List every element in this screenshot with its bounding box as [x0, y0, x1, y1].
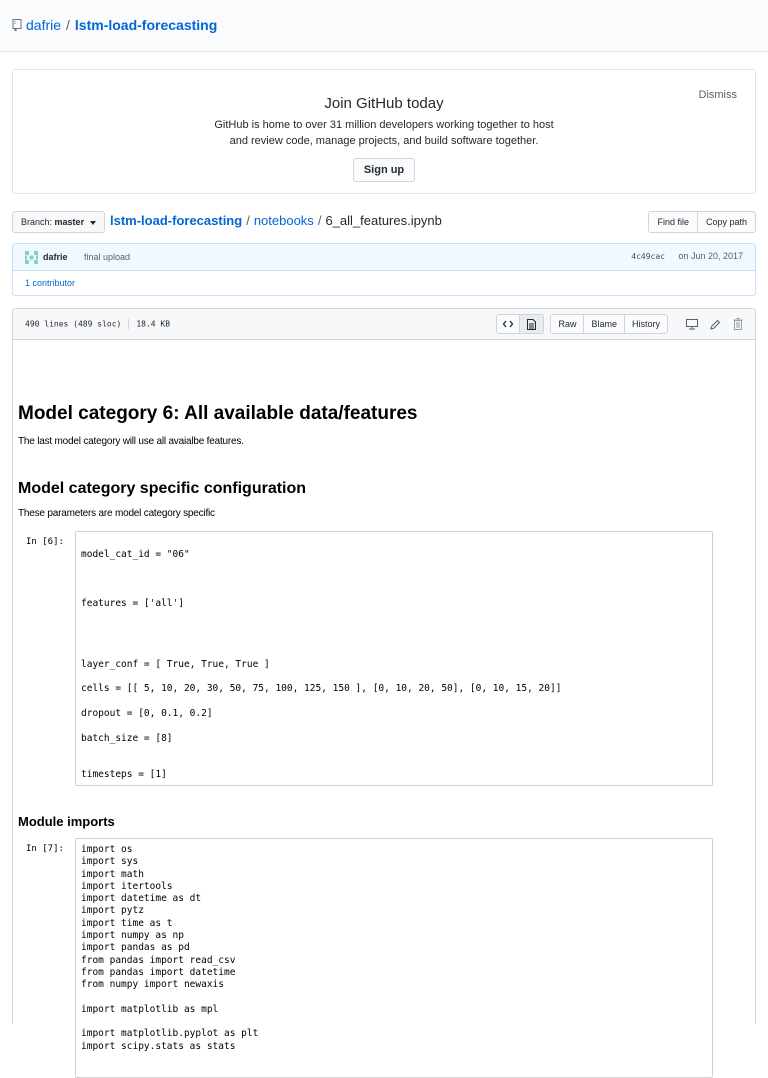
code-line: from pandas import read_csv — [81, 954, 236, 966]
sign-up-button[interactable]: Sign up — [353, 158, 415, 182]
code-line: batch_size = [8] — [81, 733, 173, 744]
code-line: from numpy import newaxis — [81, 979, 224, 991]
code-line: cells = [[ 5, 10, 20, 30, 50, 75, 100, 125, 150 ], [0, 10, 20, 50], [0, 10, 15, 20]] — [81, 683, 562, 694]
desktop-icon[interactable] — [685, 317, 699, 331]
file-nav-actions — [648, 211, 756, 233]
breadcrumb-notebooks-link[interactable]: notebooks — [253, 213, 314, 228]
file-action-buttons — [550, 314, 668, 334]
code-line: timesteps = [1] — [81, 769, 167, 780]
caret-down-icon — [90, 221, 96, 225]
code-line: import time as t — [81, 917, 173, 929]
branch-name: master — [54, 217, 85, 227]
code-line: import pandas as pd — [81, 942, 190, 954]
file-box — [12, 308, 756, 1052]
code-line: dropout = [0, 0.1, 0.2] — [81, 708, 213, 719]
raw-button[interactable]: Raw — [550, 314, 584, 334]
breadcrumb-separator: / — [246, 213, 250, 228]
history-button[interactable]: History — [625, 314, 668, 334]
breadcrumb — [110, 213, 442, 228]
breadcrumb-repo-link[interactable]: lstm-load-forecasting — [110, 213, 243, 228]
file-navigation — [12, 211, 756, 233]
code-line: from pandas import datetime — [81, 966, 236, 978]
commit-date: on Jun 20, 2017 — [678, 251, 743, 261]
rendered-view-button[interactable] — [520, 314, 544, 334]
code-block — [81, 844, 258, 1053]
code-line: import itertools — [81, 880, 173, 892]
avatar[interactable] — [25, 251, 38, 264]
code-line: import pytz — [81, 905, 144, 917]
cell-input-prompt: In [6]: — [26, 537, 64, 547]
breadcrumb-file-name: 6_all_features.ipynb — [325, 213, 442, 228]
repo-name-link[interactable]: lstm-load-forecasting — [74, 17, 218, 33]
commit-summary — [13, 244, 755, 271]
code-line: import matplotlib as mpl — [81, 1003, 219, 1015]
code-icon — [503, 320, 513, 328]
banner-line-2: and review code, manage projects, and build software together. — [229, 135, 539, 147]
banner-title: Join GitHub today — [324, 95, 444, 112]
file-info — [25, 319, 170, 329]
notebook-heading-1: Model category 6: All available data/features — [18, 403, 418, 424]
file-header — [13, 309, 755, 340]
code-line: import os — [81, 844, 133, 855]
trash-icon[interactable] — [731, 317, 745, 331]
notebook-heading-3: Module imports — [18, 814, 115, 829]
blame-button[interactable]: Blame — [584, 314, 625, 334]
file-info-divider — [128, 319, 129, 329]
notebook-heading-2: Model category specific configuration — [18, 480, 307, 497]
find-file-button[interactable]: Find file — [648, 211, 698, 233]
repo-header — [0, 0, 768, 52]
code-cell[interactable] — [75, 838, 713, 1078]
commit-message-link[interactable]: final upload — [84, 252, 131, 262]
commit-sha-link[interactable]: 4c49cac — [631, 252, 665, 261]
cell-input-prompt: In [7]: — [26, 844, 64, 854]
commit-author-link[interactable]: dafrie — [43, 252, 68, 262]
banner-line-1: GitHub is home to over 31 million developers working together to host — [214, 119, 554, 131]
file-actions — [496, 314, 745, 334]
branch-label: Branch: — [21, 217, 53, 227]
dismiss-button[interactable]: Dismiss — [698, 89, 737, 101]
notebook-paragraph: The last model category will use all avaialbe features. — [18, 436, 244, 447]
copy-path-button[interactable]: Copy path — [698, 211, 756, 233]
code-view-button[interactable] — [496, 314, 520, 334]
code-line: features = ['all'] — [81, 598, 184, 609]
code-line — [81, 992, 258, 1004]
repo-title — [12, 17, 217, 33]
file-line-count: 490 lines (489 sloc) — [25, 319, 122, 329]
signup-banner — [12, 69, 756, 194]
code-line: layer_conf = [ True, True, True ] — [81, 659, 270, 670]
breadcrumb-separator: / — [317, 213, 322, 228]
repo-separator: / — [66, 17, 70, 33]
code-line: import sys — [81, 856, 139, 868]
code-line: import datetime as dt — [81, 893, 202, 905]
code-line — [81, 1016, 258, 1028]
notebook-paragraph: These parameters are model category specific — [18, 508, 215, 519]
code-line: import scipy.stats as stats — [81, 1040, 236, 1052]
file-size: 18.4 KB — [136, 319, 171, 329]
repo-owner-link[interactable]: dafrie — [26, 17, 62, 33]
code-line: import matplotlib.pyplot as plt — [81, 1028, 259, 1040]
code-line: model_cat_id = "06" — [81, 549, 190, 560]
contributors-link[interactable]: 1 contributor — [25, 278, 76, 288]
branch-select-button[interactable] — [12, 211, 105, 233]
code-line: import numpy as np — [81, 930, 184, 942]
pencil-icon[interactable] — [708, 317, 722, 331]
view-toggle — [496, 314, 544, 334]
code-cell[interactable] — [75, 531, 713, 786]
file-icon — [527, 319, 536, 330]
banner-text — [13, 117, 755, 149]
commit-tease — [12, 243, 756, 296]
repo-icon — [12, 19, 22, 31]
code-line: import math — [81, 868, 144, 880]
